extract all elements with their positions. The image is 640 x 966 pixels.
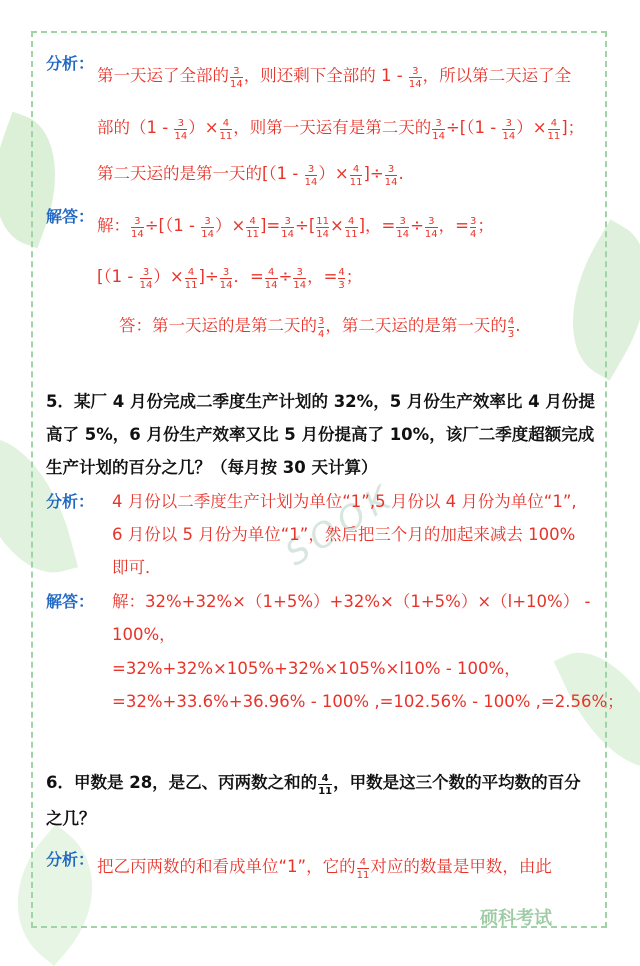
fraction: $\frac{3}{14}$ xyxy=(201,215,214,240)
text-run: ]÷ xyxy=(363,164,384,183)
fraction: $\frac{3}{14}$ xyxy=(174,117,188,142)
q5-question-line: 5．某厂 4 月份完成二季度生产计划的 32%，5 月份生产效率比 4 月份提 xyxy=(46,392,595,411)
fraction: $\frac{3}{14}$ xyxy=(384,163,398,188)
fraction: $\frac{4}{14}$ xyxy=(264,266,278,291)
fraction: $\frac{4}{11}$ xyxy=(344,215,358,240)
text-run: ，第二天运的是第一天的 xyxy=(325,316,507,335)
text-run: ； xyxy=(345,267,363,286)
text-run: ]÷ xyxy=(198,267,219,286)
text-run: 第二天运的是第一天的[（1 - xyxy=(97,164,304,183)
text-run: ，则还剩下全部的 1 - xyxy=(243,66,408,85)
fraction: $\frac{3}{14}$ xyxy=(502,117,516,142)
q5-answer-line: 100%， xyxy=(112,625,176,644)
fraction: $\frac{4}{11}$ xyxy=(356,856,370,881)
text-run: [（1 - xyxy=(97,267,139,286)
text-run: 6．甲数是 28，是乙、丙两数之和的 xyxy=(46,773,318,792)
text-run: ]= xyxy=(260,216,281,235)
text-run: 第一天运了全部的 xyxy=(97,66,229,85)
q5-answer-line: 解：32%+32%×（1+5%）+32%×（1+5%）×（l+10%） - xyxy=(112,592,591,611)
q6-question-line xyxy=(46,772,581,797)
text-run: ）× xyxy=(188,118,219,137)
text-run: . xyxy=(515,316,521,335)
fraction: $\frac{3}{14}$ xyxy=(304,163,318,188)
fraction: $\frac{3}{14}$ xyxy=(424,215,438,240)
text-run: ）× xyxy=(516,118,547,137)
fraction: $\frac{3}{4}$ xyxy=(318,315,325,340)
fraction: $\frac{3}{14}$ xyxy=(230,65,243,90)
fraction: $\frac{4}{3}$ xyxy=(507,315,515,340)
q4-answer-line xyxy=(119,315,521,340)
text-run: × xyxy=(330,216,344,235)
q4-answer-line xyxy=(97,266,362,291)
text-run: ]，= xyxy=(358,216,396,235)
q5-question-line: 高了 5%，6 月份生产效率又比 5 月份提高了 10%，该厂二季度超额完成 xyxy=(46,425,595,444)
text-run: ，= xyxy=(307,267,338,286)
text-run: ÷ xyxy=(410,216,424,235)
fraction: $\frac{4}{11}$ xyxy=(219,117,233,142)
q5-answer-line: =32%+32%×105%+32%×105%×l10% - 100%， xyxy=(112,659,521,678)
analysis-label: 分析： xyxy=(46,850,95,869)
fraction: $\frac{3}{14}$ xyxy=(432,117,445,142)
fraction: $\frac{4}{11}$ xyxy=(349,163,363,188)
text-run: . xyxy=(398,164,404,183)
text-run: 解： xyxy=(97,216,130,235)
answer-label: 解答： xyxy=(46,207,95,226)
fraction: $\frac{4}{11}$ xyxy=(184,266,198,291)
text-run: ，甲数是这三个数的平均数的百分 xyxy=(333,773,581,792)
fraction: $\frac{3}{14}$ xyxy=(139,266,153,291)
fraction: $\frac{3}{14}$ xyxy=(219,266,233,291)
text-run: 对应的数量是甲数，由此 xyxy=(370,857,552,876)
fraction: $\frac{3}{14}$ xyxy=(396,215,410,240)
text-run: ，则第一天运有是第二天的 xyxy=(233,118,432,137)
text-run: ，所以第二天运了全 xyxy=(422,66,572,85)
text-run: ）× xyxy=(214,216,246,235)
text-run: ）× xyxy=(153,267,184,286)
text-run: ，= xyxy=(438,216,469,235)
text-run: 把乙丙两数的和看成单位“1”，它的 xyxy=(97,857,356,876)
fraction: $\frac{3}{14}$ xyxy=(131,215,144,240)
fraction: $\frac{4}{3}$ xyxy=(338,266,345,291)
fraction: $\frac{3}{4}$ xyxy=(469,215,477,240)
fraction: $\frac{11}{14}$ xyxy=(316,215,329,240)
q4-analysis-line xyxy=(97,163,404,188)
fraction: $\frac{3}{14}$ xyxy=(408,65,422,90)
text-run: ÷[（1 - xyxy=(144,216,201,235)
q5-analysis-line: 即可． xyxy=(112,558,162,577)
fraction: $\frac{3}{14}$ xyxy=(293,266,307,291)
q4-answer-line xyxy=(97,215,494,240)
text-run: ÷[ xyxy=(295,216,316,235)
analysis-label: 分析： xyxy=(46,492,95,511)
stamp-watermark: SOOK xyxy=(278,475,403,575)
text-run: ]； xyxy=(561,118,585,137)
fraction: $\frac{4}{11}$ xyxy=(246,215,259,240)
fraction: $\frac{3}{14}$ xyxy=(281,215,294,240)
brand-watermark: 硕科考试 xyxy=(480,908,552,929)
text-run: 答：第一天运的是第二天的 xyxy=(119,316,317,335)
q6-analysis-line xyxy=(97,856,552,881)
answer-label: 解答： xyxy=(46,592,95,611)
q5-answer-line: =32%+33.6%+36.96% - 100% ,=102.56% - 100% ,=2.56%； xyxy=(112,692,624,711)
text-run: ÷[（1 - xyxy=(445,118,502,137)
text-run: 之几？ xyxy=(46,809,96,828)
q5-question-line: 生产计划的百分之几？（每月按 30 天计算） xyxy=(46,458,378,477)
q4-analysis-line xyxy=(97,65,571,90)
fraction: $\frac{4}{11}$ xyxy=(547,117,561,142)
q6-question-line xyxy=(46,808,96,830)
text-run: ； xyxy=(477,216,494,235)
analysis-label: 分析： xyxy=(46,54,95,73)
text-run: ．= xyxy=(233,267,264,286)
q5-analysis-line: 4 月份以二季度生产计划为单位“1”,5 月份以 4 月份为单位“1”, xyxy=(112,492,577,511)
q5-analysis-line: 6 月份以 5 月份为单位“1”，然后把三个月的加起来减去 100% xyxy=(112,525,576,544)
q4-analysis-line xyxy=(97,117,584,142)
text-run: ）× xyxy=(318,164,349,183)
text-run: 部的（1 - xyxy=(97,118,174,137)
text-run: ÷ xyxy=(278,267,293,286)
fraction: $\frac{4}{11}$ xyxy=(318,772,333,797)
